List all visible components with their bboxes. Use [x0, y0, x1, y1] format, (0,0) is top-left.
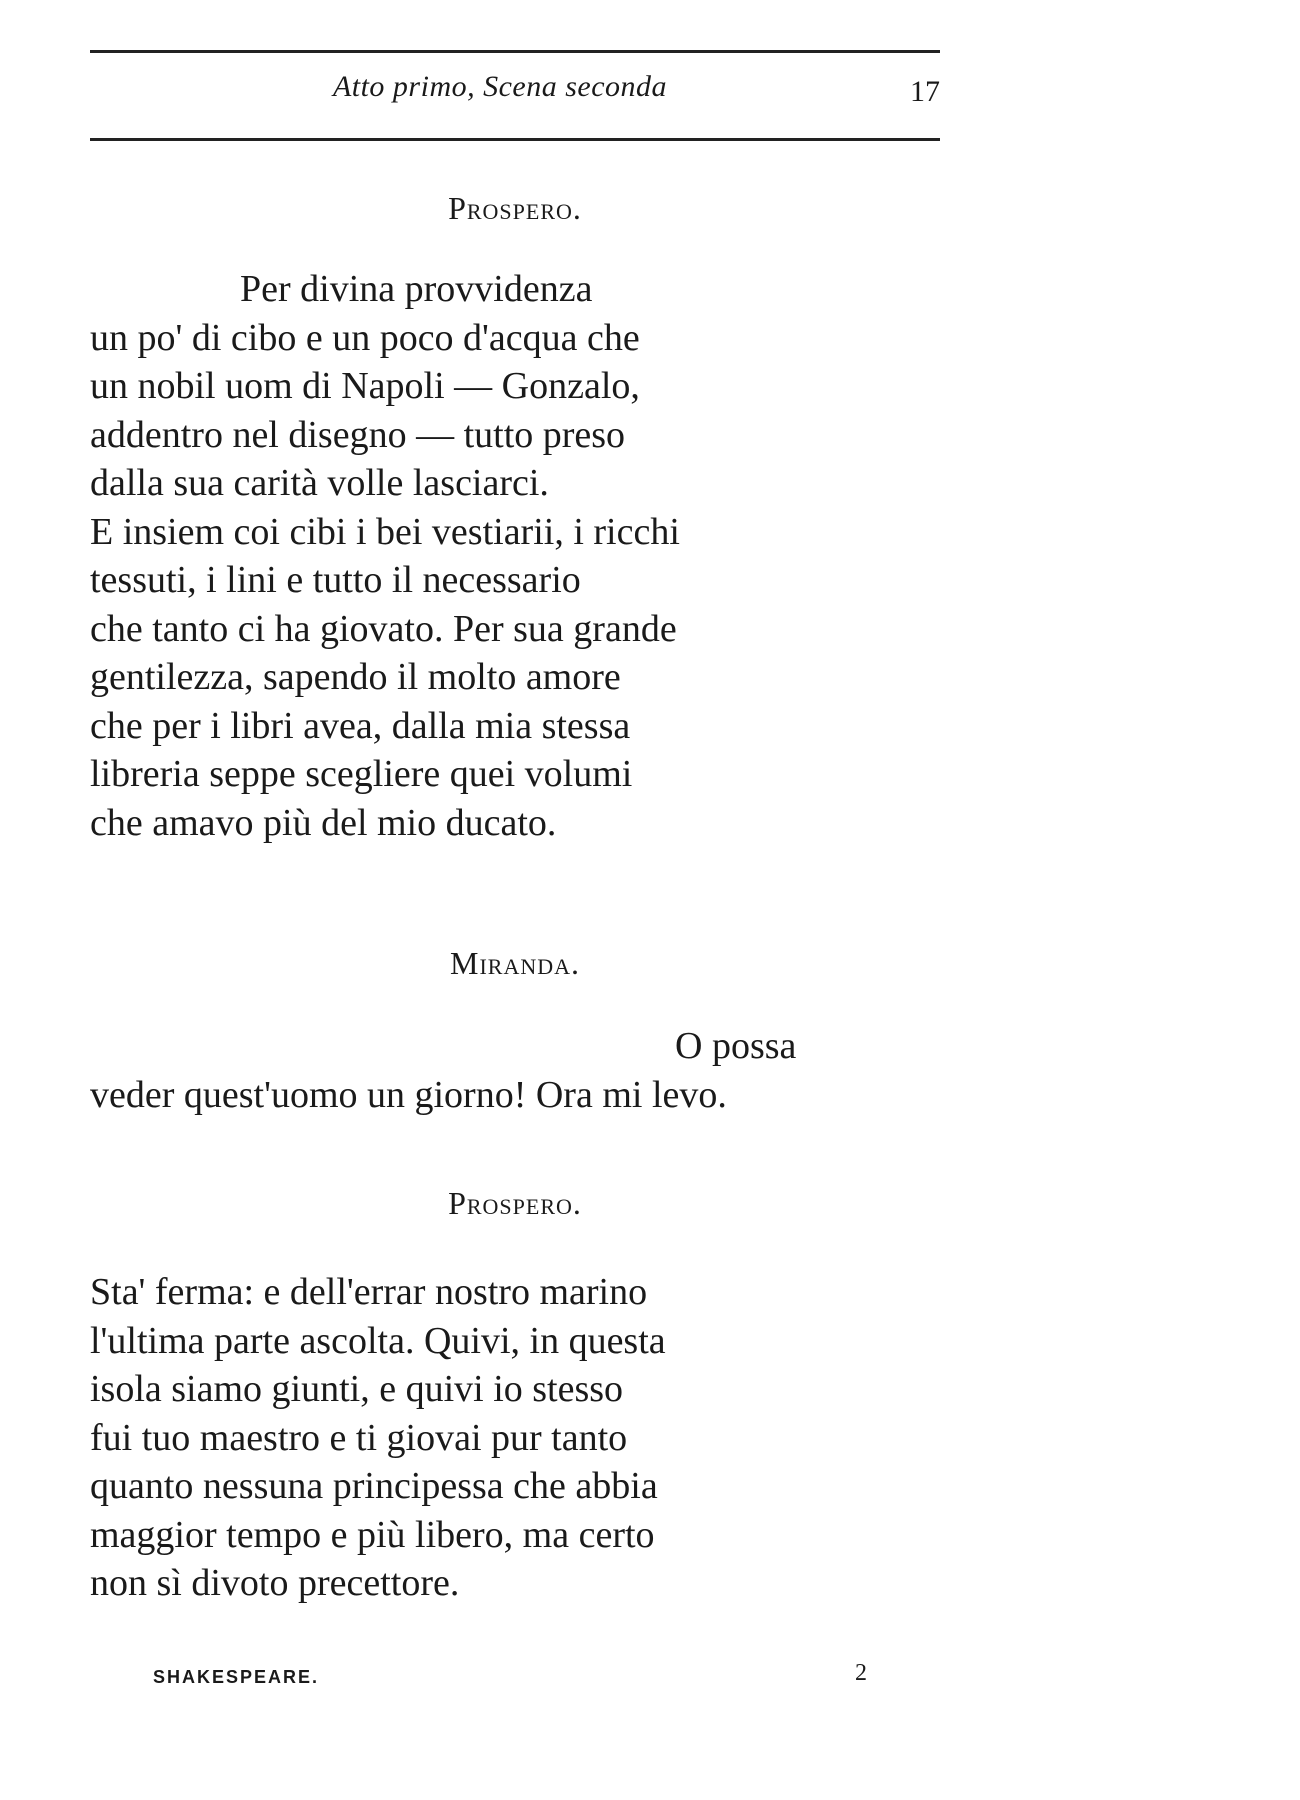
verse-line: fui tuo maestro e ti giovai pur tanto [90, 1416, 628, 1459]
verse-block [90, 265, 970, 847]
verse-line: un nobil uom di Napoli — Gonzalo, [90, 365, 640, 407]
verse-line: Per divina provvidenza [240, 268, 593, 310]
verse-line: l'ultima parte ascolta. Quivi, in questa [90, 1319, 666, 1362]
speaker-name: Miranda. [449, 945, 580, 981]
speaker-name: Prospero. [448, 1185, 582, 1221]
verse-line: E insiem coi cibi i bei vestiarii, i ricchi [90, 510, 680, 553]
verse-line: che per i libri avea, dalla mia stessa [90, 704, 631, 747]
page-number: 17 [910, 75, 940, 108]
verse-line: addentro nel disegno — tutto preso [90, 413, 626, 456]
verse-line: maggior tempo e più libero, ma certo [90, 1513, 655, 1556]
verse-line: isola siamo giunti, e quivi io stesso [90, 1368, 624, 1410]
verse-line: gentilezza, sapendo il molto amore [90, 656, 621, 698]
signature-mark: SHAKESPEARE. [153, 1667, 320, 1687]
sheet-number: 2 [855, 1660, 867, 1686]
verse-line: quanto nessuna principessa che abbia [90, 1465, 658, 1507]
verse-line: libreria seppe scegliere quei volumi [90, 753, 633, 795]
verse-line: un po' di cibo e un poco d'acqua che [90, 316, 640, 359]
verse-line: Sta' ferma: e dell'errar nostro marino [90, 1271, 648, 1313]
verse-line: che amavo più del mio ducato. [90, 801, 557, 844]
verse-line: dalla sua carità volle lasciarci. [90, 462, 549, 504]
verse-line: tessuti, i lini e tutto il necessario [90, 559, 581, 601]
header-rule-top [90, 50, 940, 53]
running-title: Atto primo, Scena seconda [332, 70, 668, 103]
header-rule-bottom [90, 138, 940, 141]
verse-block [90, 1022, 970, 1119]
verse-line: veder quest'uomo un giorno! Ora mi levo. [90, 1073, 727, 1116]
verse-line: che tanto ci ha giovato. Per sua grande [90, 607, 677, 650]
verse-line: O possa [675, 1025, 797, 1067]
verse-block [90, 1268, 970, 1608]
speaker-name: Prospero. [448, 190, 582, 226]
verse-line: non sì divoto precettore. [90, 1562, 460, 1604]
